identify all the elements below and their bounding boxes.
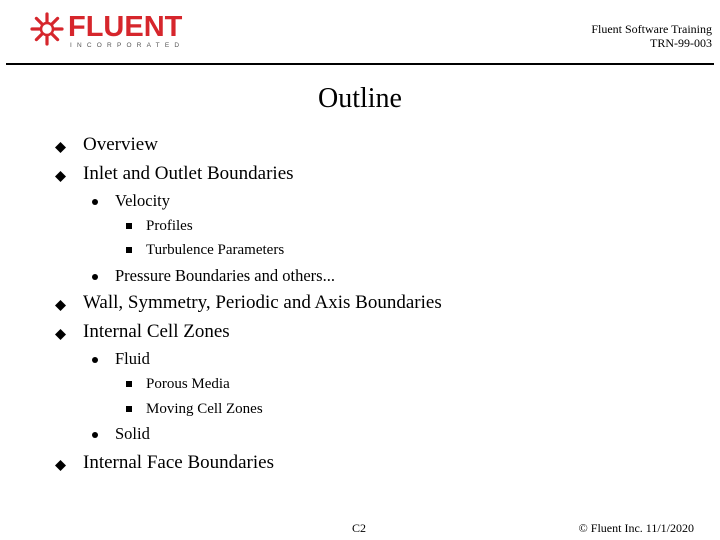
outline-label: Fluid <box>115 349 150 368</box>
fluent-emblem-icon <box>30 12 64 46</box>
fluent-logo <box>30 12 200 52</box>
page-number: C2 <box>352 521 367 535</box>
dot-bullet-icon <box>92 199 98 205</box>
outline-label: Internal Cell Zones <box>83 321 230 342</box>
header-divider <box>6 63 714 65</box>
square-bullet-icon <box>126 381 132 387</box>
logo-subtext: INCORPORATED <box>70 42 185 49</box>
course-code: TRN-99-003 <box>650 36 712 50</box>
outline-label: Porous Media <box>146 376 230 392</box>
course-name: Fluent Software Training <box>591 22 712 36</box>
outline-label: Internal Face Boundaries <box>83 452 274 473</box>
outline-label: Inlet and Outlet Boundaries <box>83 163 294 184</box>
outline-label: Velocity <box>115 191 170 210</box>
dot-bullet-icon <box>92 357 98 363</box>
dot-bullet-icon <box>92 274 98 280</box>
outline-label: Pressure Boundaries and others... <box>115 266 335 285</box>
outline-label: Profiles <box>146 218 193 234</box>
square-bullet-icon <box>126 247 132 253</box>
diamond-bullet-icon <box>55 329 66 340</box>
dot-bullet-icon <box>92 432 98 438</box>
copyright-notice: © Fluent Inc. 11/1/2020 <box>578 521 694 535</box>
outline-label: Turbulence Parameters <box>146 242 285 258</box>
outline-label: Solid <box>115 424 150 443</box>
diamond-bullet-icon <box>55 142 66 153</box>
square-bullet-icon <box>126 406 132 412</box>
slide-title: Outline <box>318 83 402 114</box>
header-info <box>591 22 712 50</box>
outline-label: Moving Cell Zones <box>146 401 263 417</box>
logo-wordmark: FLUENT <box>68 11 183 43</box>
outline-label: Overview <box>83 134 158 155</box>
diamond-bullet-icon <box>55 300 66 311</box>
diamond-bullet-icon <box>55 171 66 182</box>
square-bullet-icon <box>126 223 132 229</box>
diamond-bullet-icon <box>55 460 66 471</box>
outline-label: Wall, Symmetry, Periodic and Axis Boundaries <box>83 292 442 313</box>
